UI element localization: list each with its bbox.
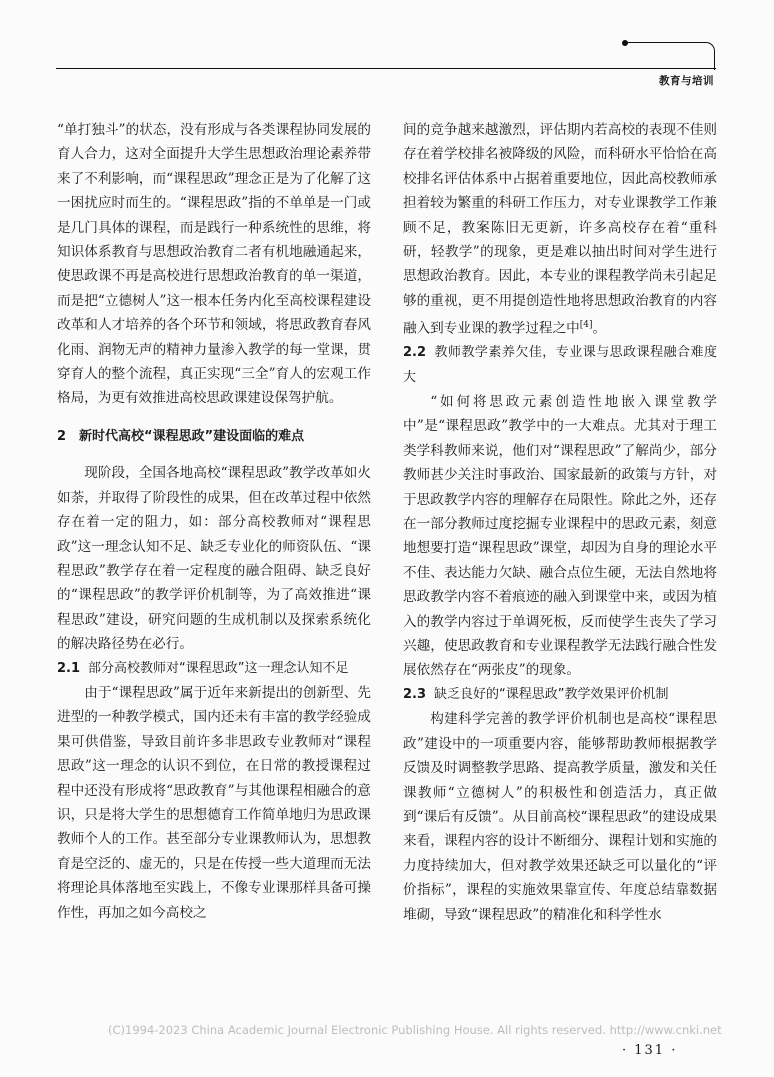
subsection-heading	[403, 341, 717, 390]
body-paragraph: 构建科学完善的教学评价机制也是高校“课程思政”建设中的一项重要内容，能够帮助教师根据教学反馈及时调整教学思路、提高教学质量，激发和关任课教师“立德树人”的积极性和创造活力，真正做到“课后有反馈”。从目前高校“课程思政”的建设成果来看，课程内容的设计不断细分、课程计划和实施的力度持续加大，但对教学效果还缺乏可以量化的“评价指标”，课程的实施效果靠宣传、年度总结靠数据堆砌，导致“课程思政”的精准化和科学性水	[403, 711, 717, 923]
subsection-heading	[403, 683, 717, 707]
subsection-number: 2.3	[403, 686, 427, 702]
subsection-number: 2.2	[403, 345, 427, 361]
header-tab-frame	[624, 42, 715, 70]
subsection-title: 教师教学素养欠佳，专业课与思政课程融合难度大	[403, 345, 717, 385]
journal-section-label: 教育与培训	[659, 75, 714, 87]
citation-marker: [4]	[579, 320, 593, 331]
page-number: · 131 ·	[622, 1043, 678, 1058]
copyright-watermark: (C)1994-2023 China Academic Journal Electronic Publishing House. All rights reserved. http://www.cnki.net	[108, 1023, 722, 1037]
subsection-title: 缺乏良好的“课程思政”教学效果评价机制	[434, 686, 669, 702]
paragraph-end: 。	[592, 320, 607, 337]
body-paragraph: “单打独斗”的状态，没有形成与各类课程协同发展的育人合力，这对全面提升大学生思想政治理论素养带来了不利影响，而“课程思政”理念正是为了化解了这一困扰应时而生的。“课程思政”指的不单单是一门或是几门具体的课程，而是践行一种系统性的思维，将知识体系教育与思想政治教育二者有机地融通起来，使思政课不再是高校进行思想政治教育的单一渠道，而是把“立德树人”这一根本任务内化至高校课程建设改革和人才培养的各个环节和领域，将思政教育春风化雨、润物无声的精神力量渗入教学的每一堂课，贯穿育人的整个流程，真正实现“三全”育人的宏观工作格局，为更有效推进高校思政课建设保驾护航。	[57, 122, 371, 407]
header-rule	[56, 68, 716, 69]
section-heading: 2 新时代高校“课程思政”建设面临的难点	[57, 428, 305, 444]
subsection-title: 部分高校教师对“课程思政”这一理念认知不足	[88, 660, 349, 676]
subsection-heading	[57, 657, 371, 681]
right-column	[403, 118, 717, 927]
body-paragraph: 现阶段，全国各地高校“课程思政”教学改革如火如荼，并取得了阶段性的成果，但在改革过程中依然存在着一定的阻力，如：部分高校教师对“课程思政”这一理念认知不足、缺乏专业化的师资队伍、“课程思政”教学存在着一定程度的融合阻碍、缺乏良好的“课程思政”的教学评价机制等，为了高效推进“课程思政”建设，研究问题的生成机制以及探索系统化的解决路径势在必行。	[57, 465, 371, 653]
left-column	[57, 118, 371, 925]
body-paragraph	[403, 118, 717, 341]
header-dot	[622, 40, 628, 46]
subsection-number: 2.1	[57, 660, 81, 676]
body-paragraph: “如何将思政元素创造性地嵌入课堂教学中”是“课程思政”教学中的一大难点。尤其对于理工类学科教师来说，他们对“课程思政”了解尚少，部分教师甚少关注时事政治、国家最新的政策与方针，对于思政教学内容的理解存在局限性。除此之外，还存在一部分教师过度挖掘专业课程中的思政元素，刻意地想要打造“课程思政”课堂，却因为自身的理论水平不佳、表达能力欠缺、融合点位生硬，无法自然地将思政教学内容不着痕迹的融入到课堂中来，或因为植入的教学内容过于单调死板，反而使学生丧失了学习兴趣，使思政教育和专业课程教学无法践行融合性发展依然存在“两张皮”的现象。	[403, 394, 717, 679]
body-paragraph: 由于“课程思政”属于近年来新提出的创新型、先进型的一种教学模式，国内还未有丰富的教学经验成果可供借鉴，导致目前许多非思政专业教师对“课程思政”这一理念的认识不到位，在日常的教授课程过程中还没有形成将“思政教育”与其他课程相融合的意识，只是将大学生的思想德育工作简单地归为思政课教师个人的工作。甚至部分专业课教师认为，思想教育是空泛的、虚无的，只是在传授一些大道理而无法将理论具体落地至实践上，不像专业课那样具备可操作性，再加之如今高校之	[57, 684, 371, 921]
paragraph-text: 间的竞争越来越激烈，评估期内若高校的表现不佳则存在着学校排名被降级的风险，而科研水平恰恰在高校排名评估体系中占据着重要地位，因此高校教师承担着较为繁重的科研工作压力，对专业课教学工作兼顾不足，教案陈旧无更新，许多高校存在着“重科研，轻教学”的现象，更是难以抽出时间对学生进行思想政治教育。因此，本专业的课程教学尚未引起足够的重视，更不用提创造性地将思想政治教育的内容融入到专业课的教学过程之中	[403, 122, 717, 337]
